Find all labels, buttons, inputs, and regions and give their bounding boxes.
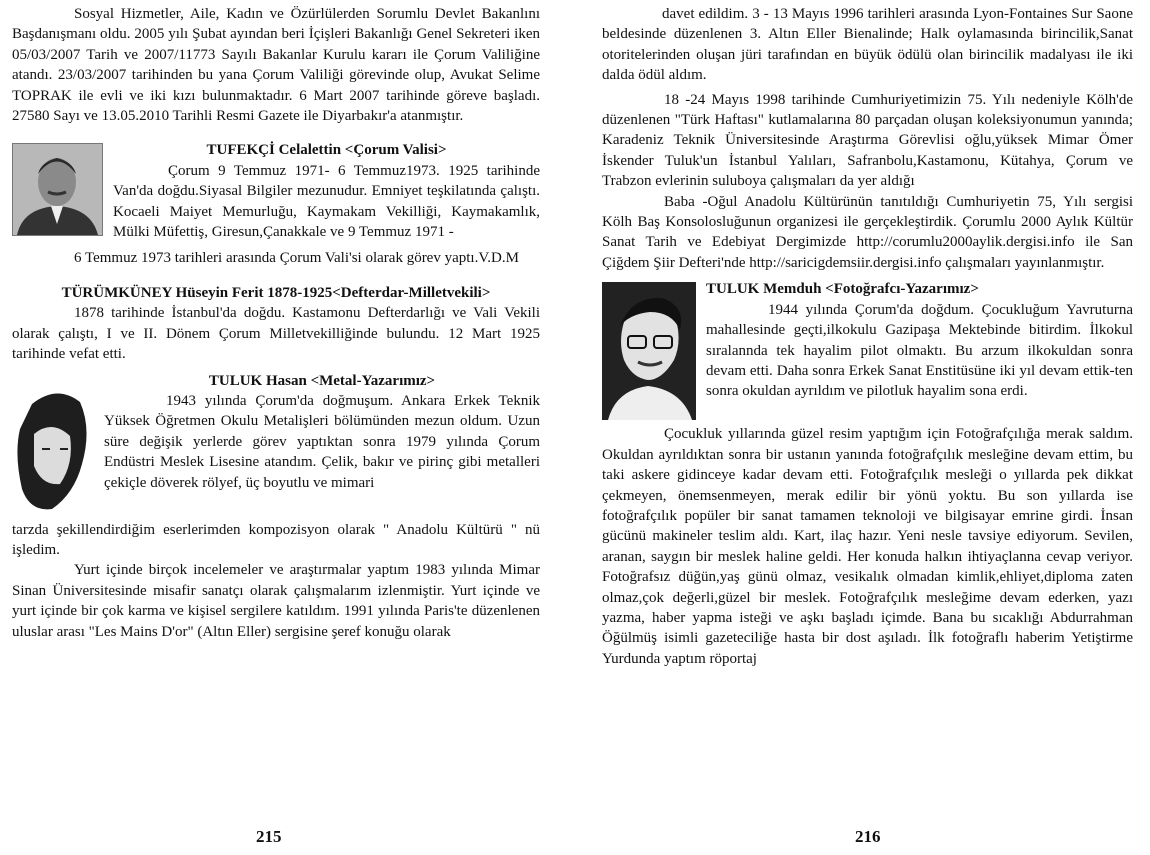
section-title-hasan: TULUK Hasan <Metal-Yazarımız> <box>208 372 436 389</box>
section-body-turumkuney: 1878 tarihinde İstanbul'da doğdu. Kastamonu Defterdarlığı ve Vali Vekili olarak çalıştı, I ve II. Dönem Çorum Milletvekilliğinde bulundu. 12 Mart 1925 tarihinde vefat etti. <box>12 305 540 363</box>
portrait-photo-celalettin <box>12 143 103 236</box>
page-number-left: 215 <box>256 827 282 846</box>
section-title-turumkuney: TÜRÜMKÜNEY Hüseyin Ferit 1878-1925<Defterdar-Milletvekili> <box>61 284 491 301</box>
left-page <box>12 4 540 642</box>
paragraph-baba-ogul: Baba -Oğul Anadolu Kültürünün tanıtıldığı Cumhuriyetin 75, Yılı sergisi Kölh Baş Konsolosluğunun organizesi ile gerçekleştirdik. Çorumlu 2000 Aylık Kültür Sanat Tarih ve Edebiyat Dergimizde http://corumlu2000aylik.dergisi.info ile San Çiğdem Şiir Defteri'nde http://saricigdemsiir.dergisi.info çalışmaları yayınlanmıştır. <box>602 193 1133 271</box>
cont-paragraph-right: davet edildim. 3 - 13 Mayıs 1996 tarihleri arasında Lyon-Fontaines Sur Saone beldesinde düzenlenen 3. Altın Eller Bienalinde; Halk oylamasında birincilik,Sanat otoritelerinden oluşan jüri tarafından en büyük ödülü olan birincilik madalyası ile iki dalda ödül aldım. <box>602 6 1133 84</box>
section-para2-hasan: Yurt içinde birçok incelemeler ve araştırmalar yaptım 1983 yılında Mimar Sinan Üniversitesinde misafir sanatçı olarak çalışmalarım izlenmiştir. Yurt içinde ve yurt içinde bir çok karma ve kişisel sergilere katıldım. 1991 yılında Paris'te düzenlenen uluslar arası "Les Mains D'or" (Altın Eller) sergisine şeref konuğu olarak <box>12 562 540 640</box>
section-body-memduh: 1944 yılında Çorum'da doğdum. Çocukluğum Yavruturna mahallesinde geçti,ilkokulu Gazipaşa Mektebinde bitirdim. İlkokul sıralannda tek hayalim pilot olmaktı. Bu arzum ilkokuldan sonra devam etti. Daha sonra Erkek Sanat Enstitüsüne iki yıl devam ettik-ten sonra okuldan ayrıldım ve pilotluk hayalim sona erdi. <box>706 301 1133 400</box>
section-body-hasan: 1943 yılında Çorum'da doğmuşum. Ankara Erkek Teknik Yüksek Öğretmen Okulu Metalişleri bölümünden mezun oldum. Uzun süre değişik yerlerde görev yaptıktan sonra 1979 yılında Çorum Endüstri Meslek Lisesine atandım. Çelik, bakır ve pirinç gibi metalleri çekiçle döverek rölyef, üç boyutlu ve mimari <box>104 392 540 491</box>
paragraph-kolh: 18 -24 Mayıs 1998 tarihinde Cumhuriyetimizin 75. Yılı nedeniyle Kölh'de düzenlenen "Türk Haftası" kutlamalarına 80 parçadan oluşan koleksiyonumun yanında; Karadeniz Teknik Üniversitesinde Araştırma Görevlisi oğlu,yüksek Mimar Ömer İskender Tuluk'un İstanbul Yalıları, Safranbolu,Kastamonu, Kütahya, Çorum ve Trabzon evlerinin suluboya çalışmaları da yer aldığı <box>602 91 1133 190</box>
intro-paragraph: Sosyal Hizmetler, Aile, Kadın ve Özürlülerden Sorumlu Devlet Bakanlını Başdanışmanı oldu. 2005 yılı Şubat ayından beri İçişleri Bakanlığı Genel Sekreteri iken 05/03/2007 Tarih ve 2007/11773 Sayılı Bakanlar Kurulu kararı ile Çorum Valiliğine atandı. 23/03/2007 tarihinden bu yana Çorum Valiliği görevinde olup, Avukat Selime TOPRAK ile evli ve iki kızı bulunmaktadır. 6 Mart 2007 tarihinde göreve başladı. 27580 Sayı ve 13.05.2010 Tarihli Resmi Gazete ile Diyarbakır'a atanmıştır. <box>12 6 540 125</box>
section-cont-tufekci: 6 Temmuz 1973 tarihleri arasında Çorum Vali'si olarak görev yaptı.V.D.M <box>74 250 519 267</box>
section-title-tufekci: TUFEKÇİ Celalettin <Çorum Valisi> <box>206 142 447 159</box>
section-body-tufekci: Çorum 9 Temmuz 1971- 6 Temmuz1973. 1925 tarihinde Van'da doğdu.Siyasal Bilgiler mezunudur. Emniyet teşkilatında çalıştı. Kocaeli Maiyet Memurluğu, Kaymakam Vekilliği, Kaymakamlık, Mülki Müfettiş, Giresun,Çanakkale ve 9 Temmuz 1971 - <box>113 162 540 241</box>
portrait-photo-hasan <box>12 374 94 516</box>
page-number-right: 216 <box>855 827 881 846</box>
section-title-memduh: TULUK Memduh <Fotoğrafcı-Yazarımız> <box>706 281 979 298</box>
right-page <box>602 4 1133 669</box>
section-cont-hasan: tarzda şekillendirdiğim eserlerimden kompozisyon olarak " Anadolu Kültürü " nü işledim. <box>12 521 540 558</box>
portrait-photo-memduh <box>602 282 696 420</box>
section-para2-memduh: Çocukluk yıllarında güzel resim yaptığım için Fotoğrafçılığa merak saldım. Okuldan ayrıldıktan sonra bir ustanın yanında fotoğrafçılık mesleğine devam ettim, bu taki askere gidinceye kadar devam etti. Fotoğrafçılık mesleği o yıllarda pek dikkat çekmeyen, önemsenmeyen, merak edilir bir yönü yoktu. Bu son yıllarda ise fotoğrafçılık popüler bir sanat tamamen teknoloji ve bilgisayar emrine girdi. İnsan gücünü makineler teslim aldı. Kart, ilaç hazır. Yeni nesle tavsiye ediyorum. Sevilen, aranan, saygın bir meslek haline geldi. Her konuda halkın ihtiyaçlanna cevap veriyor. Fotoğrafsız düğün,yaş günü olmaz, vesikalık olmadan kimlik,ehliyet,diploma zaten olmaz,çok değerli,güzel bir meslek. Fotoğrafçılık mesleğime devam ederken, yazı yazma, haber yapma isteği ve aşkı başladı içimde. Bana bu sıcaklığı Abdurrahman Öğülmüş isimli gazeteciliğe hasta bir dost aşıladı. İlk fotoğraflı haberim Yetiştirme Yurdunda yaptım röportaj <box>602 426 1133 667</box>
